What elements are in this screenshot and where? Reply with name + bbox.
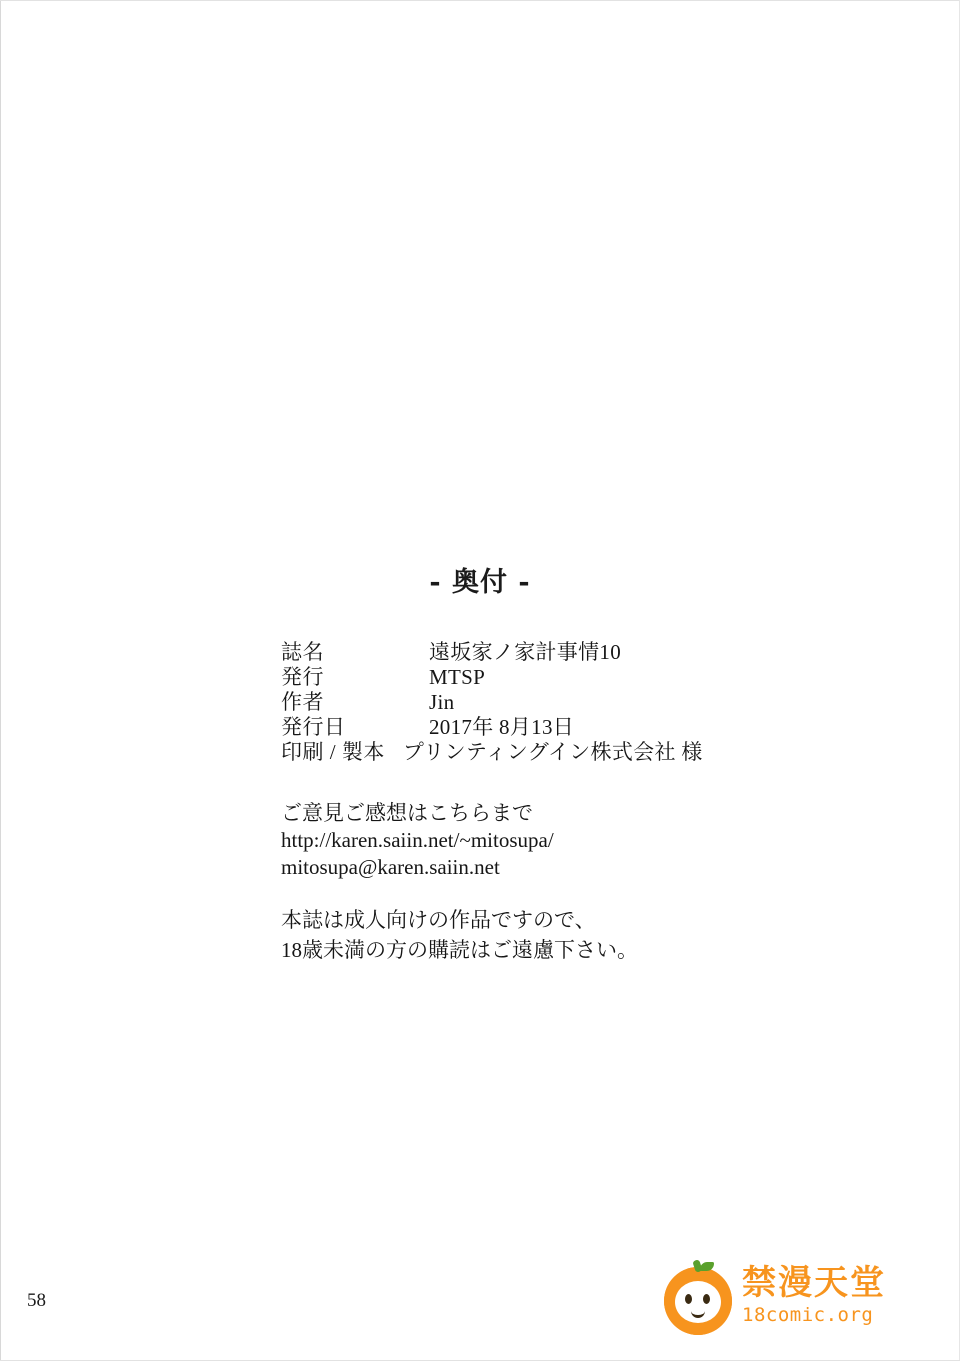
info-value-author: Jin [429, 690, 455, 714]
info-label-title: 誌名 [281, 640, 324, 664]
eye-right [703, 1294, 710, 1304]
adult-notice-line-2: 18歳未満の方の購読はご遠慮下さい。 [281, 938, 638, 962]
page-edge-top [0, 0, 960, 1]
info-row [281, 711, 703, 739]
contact-intro: ご意見ご感想はこちらまで [281, 801, 533, 825]
info-value-title: 遠坂家ノ家計事情10 [429, 640, 621, 664]
info-label-date: 発行日 [281, 715, 346, 739]
adult-notice-line-1: 本誌は成人向けの作品ですので、 [281, 908, 596, 932]
adult-notice-block [281, 905, 638, 965]
orange-mascot-icon [664, 1267, 732, 1335]
mouth [691, 1307, 705, 1318]
page-number: 58 [27, 1290, 46, 1311]
info-value-printing: プリンティングイン株式会社 様 [402, 740, 703, 764]
site-watermark [664, 1261, 932, 1339]
info-row [281, 636, 703, 664]
mascot-face [675, 1281, 721, 1323]
info-label-author: 作者 [281, 690, 324, 714]
watermark-text [742, 1263, 932, 1327]
info-value-publisher: MTSP [429, 665, 486, 689]
info-row [281, 686, 703, 714]
info-label-publisher: 発行 [281, 665, 324, 689]
colophon-info-block [281, 636, 703, 764]
info-label-printing: 印刷 / 製本 [281, 740, 385, 764]
page-edge-left [0, 0, 1, 1361]
eye-left [685, 1294, 692, 1304]
info-value-date: 2017年 8月13日 [429, 715, 575, 739]
colophon-heading: - 奥付 - [429, 567, 531, 598]
info-row [281, 736, 703, 764]
watermark-site-name: 禁漫天堂 [742, 1263, 886, 1303]
watermark-site-url: 18comic.org [742, 1304, 874, 1326]
contact-website: http://karen.saiin.net/~mitosupa/ [281, 828, 554, 852]
contact-email: mitosupa@karen.saiin.net [281, 855, 500, 879]
contact-block [281, 800, 554, 881]
leaf-shape [700, 1262, 714, 1271]
